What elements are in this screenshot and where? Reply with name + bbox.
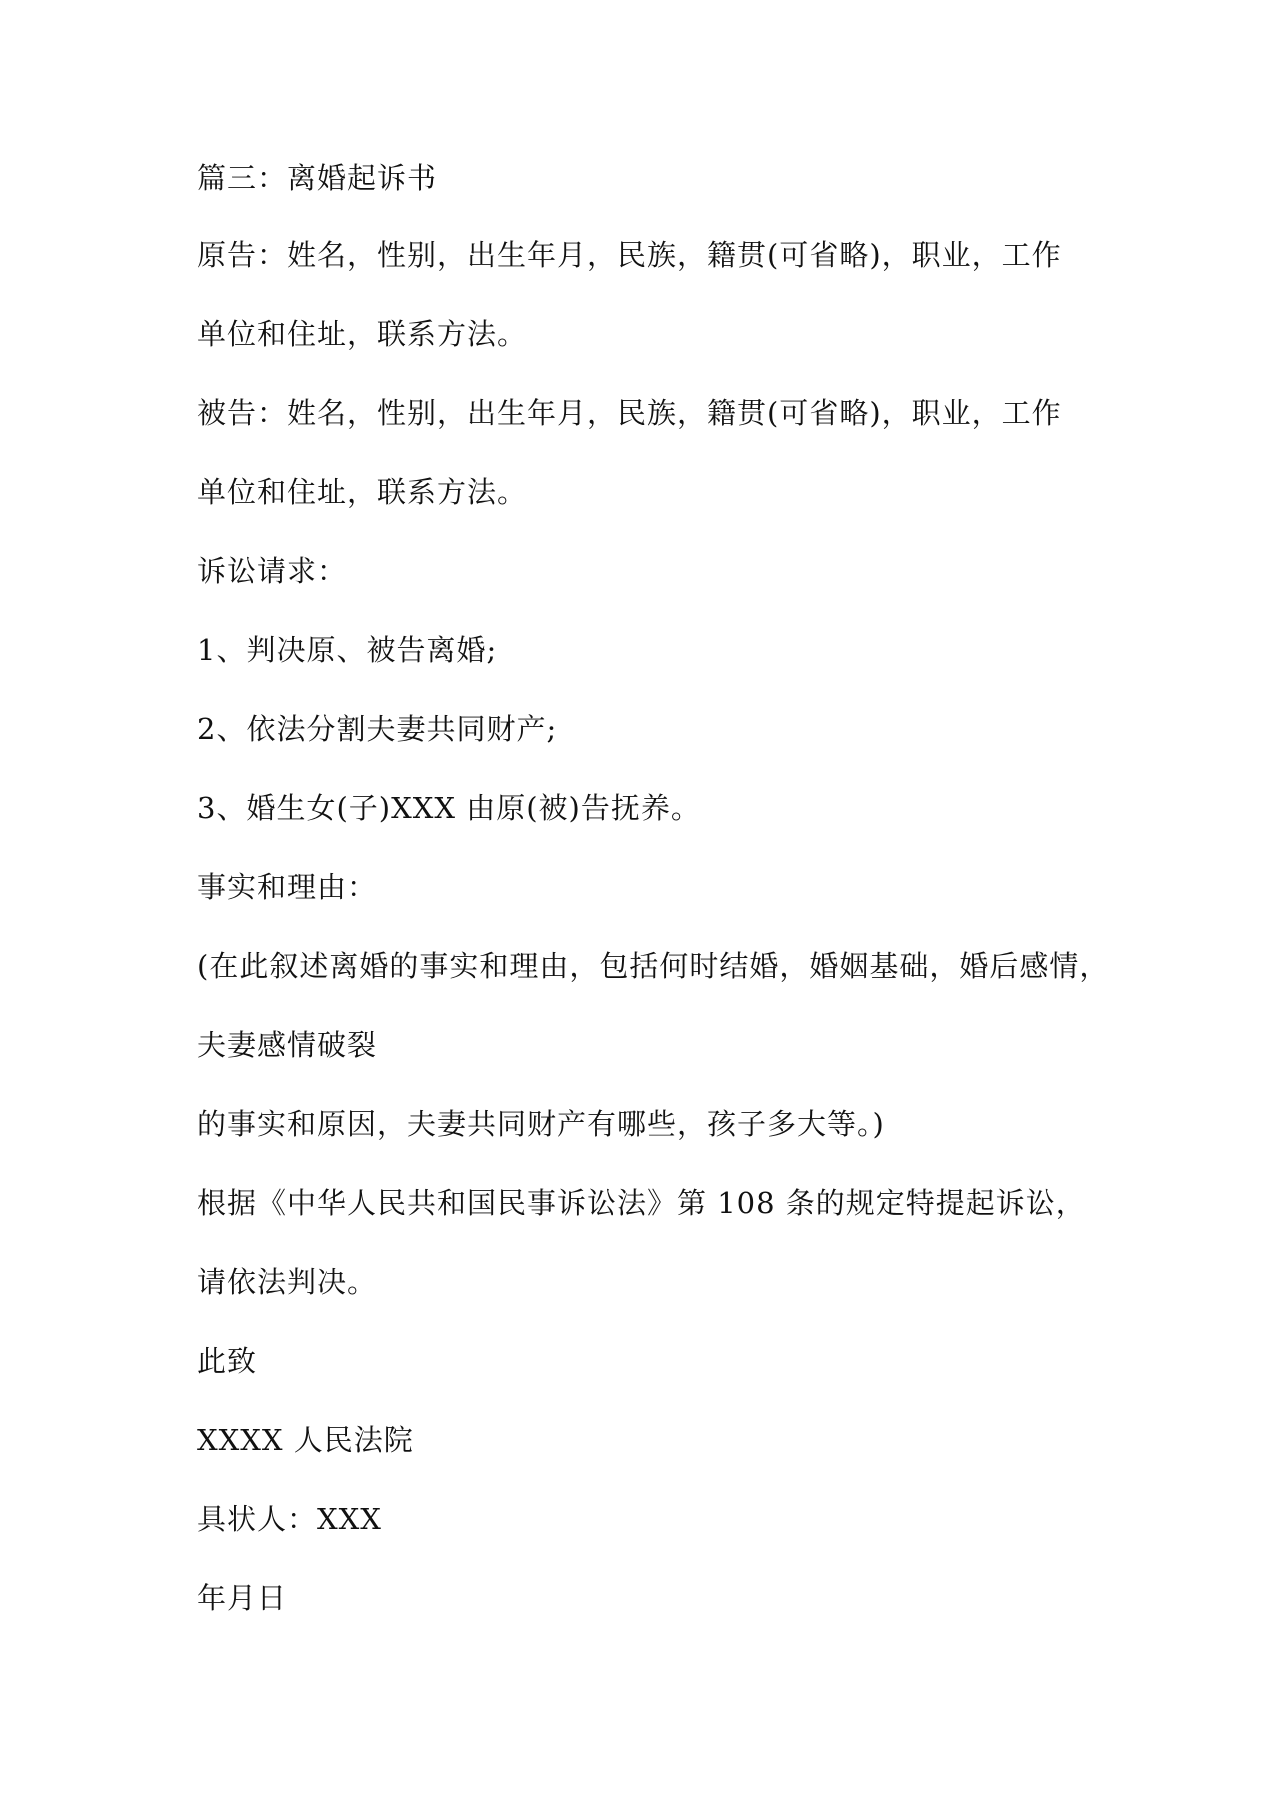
plaintiff-info-line-2: 单位和住址，联系方法。 — [197, 317, 528, 351]
salutation: 此致 — [197, 1344, 258, 1378]
plaintiff-info-line-1: 原告：姓名，性别，出生年月，民族，籍贯(可省略)，职业，工作 — [197, 238, 1062, 272]
facts-text-line-3: 的事实和原因，夫妻共同财产有哪些，孩子多大等。) — [197, 1107, 885, 1141]
date-line: 年月日 — [197, 1581, 288, 1615]
claim-item-2: 2、依法分割夫妻共同财产; — [197, 712, 558, 746]
court-name: XXXX 人民法院 — [197, 1423, 414, 1457]
signer-line: 具状人：XXX — [197, 1502, 382, 1536]
legal-basis-line-1: 根据《中华人民共和国民事诉讼法》第 108 条的规定特提起诉讼， — [197, 1186, 1086, 1220]
claim-item-1: 1、判决原、被告离婚; — [197, 633, 498, 667]
defendant-info-line-2: 单位和住址，联系方法。 — [197, 475, 528, 509]
document-title: 篇三：离婚起诉书 — [197, 161, 438, 195]
defendant-info-line-1: 被告：姓名，性别，出生年月，民族，籍贯(可省略)，职业，工作 — [197, 396, 1062, 430]
claims-heading: 诉讼请求： — [197, 554, 348, 588]
facts-text-line-1: (在此叙述离婚的事实和理由，包括何时结婚，婚姻基础，婚后感情， — [197, 949, 1110, 983]
facts-text-line-2: 夫妻感情破裂 — [197, 1028, 378, 1062]
facts-heading: 事实和理由： — [197, 870, 378, 904]
legal-basis-line-2: 请依法判决。 — [197, 1265, 378, 1299]
claim-item-3: 3、婚生女(子)XXX 由原(被)告抚养。 — [197, 791, 701, 825]
